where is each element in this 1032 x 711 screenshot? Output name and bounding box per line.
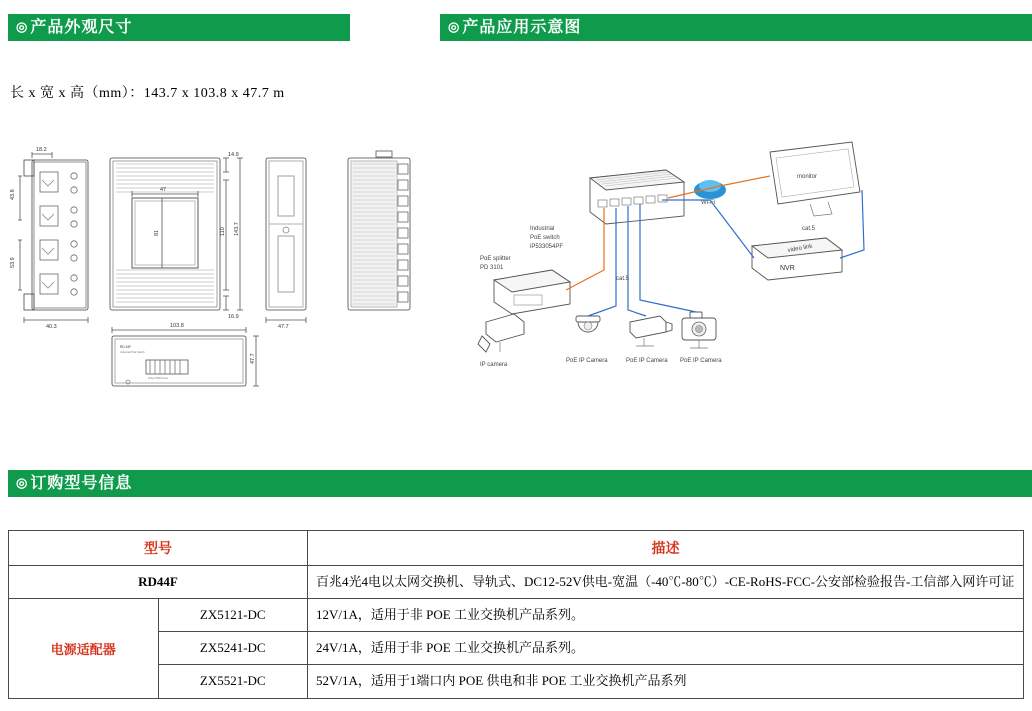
box-camera-illustration (682, 312, 716, 348)
svg-text:47: 47 (160, 187, 167, 193)
ordering-table (8, 530, 1024, 699)
table-row (9, 665, 1024, 698)
cell-group-power-adapter: 电源适配器 (9, 599, 159, 698)
monitor-illustration (770, 142, 860, 216)
section-title-ordering: 订购型号信息 (30, 475, 133, 492)
svg-text:110: 110 (220, 227, 226, 236)
mechanical-drawing (10, 130, 450, 400)
svg-text:14.9: 14.9 (228, 152, 239, 158)
svg-text:143.7: 143.7 (234, 222, 240, 236)
wire-box (640, 204, 696, 312)
svg-text:43.8: 43.8 (10, 189, 16, 200)
label-poe-cam-3: PoE IP Camera (680, 358, 722, 364)
svg-text:Wi-Fi: Wi-Fi (701, 200, 715, 206)
label-splitter-line2: PD 3101 (480, 265, 504, 271)
cell-description-rd44f: 百兆4光4电以太网交换机、导轨式、DC12-52V供电-宽温（-40℃-80℃）-CE-RoHS-FCC-公安部检验报告-工信部入网许可证 (308, 566, 1024, 599)
cell-description-zx5521: 52V/1A，适用于1端口内 POE 供电和非 POE 工业交换机产品系列 (308, 665, 1024, 698)
table-header-row (9, 531, 1024, 566)
cell-model-rd44f: RD44F (9, 566, 308, 599)
bullet-icon: ◎ (16, 475, 29, 490)
svg-text:Power PWR Reset: Power PWR Reset (148, 377, 168, 380)
section-title-application: 产品应用示意图 (462, 19, 582, 36)
label-switch-line1: Industrial (530, 226, 555, 232)
label-poe-cam-2: PoE IP Camera (626, 358, 668, 364)
header-model: 型号 (9, 531, 308, 566)
svg-text:47.7: 47.7 (278, 324, 289, 330)
svg-text:47.7: 47.7 (250, 353, 256, 364)
application-diagram (470, 130, 1020, 400)
bullet-icon: ◎ (448, 19, 461, 34)
label-video-link: video link (787, 243, 813, 254)
dome-camera-illustration (576, 316, 600, 332)
wire-nvr-monitor (840, 190, 864, 258)
table-row (9, 566, 1024, 599)
svg-text:103.8: 103.8 (170, 323, 184, 329)
dimension-summary-text: 长 x 宽 x 高（mm）：143.7 x 103.8 x 47.7 m (10, 86, 285, 101)
section-header-ordering (8, 470, 1032, 497)
cell-model-zx5521: ZX5521-DC (158, 665, 308, 698)
drawing-svg (10, 130, 450, 400)
cell-model-zx5121: ZX5121-DC (158, 599, 308, 632)
svg-text:53.9: 53.9 (10, 257, 16, 268)
section-header-application (440, 14, 1032, 41)
cell-description-zx5241: 24V/1A，适用于非 POE 工业交换机产品系列。 (308, 632, 1024, 665)
poe-splitter-illustration (494, 270, 570, 314)
label-poe-cam-1: PoE IP Camera (566, 358, 608, 364)
label-cat5-a: cat.5 (802, 226, 816, 232)
svg-text:40.3: 40.3 (46, 324, 57, 330)
section-title-dimensions: 产品外观尺寸 (30, 19, 133, 36)
ip-camera-illustration (478, 314, 524, 352)
svg-text:NVR: NVR (780, 265, 795, 272)
cell-description-zx5121: 12V/1A，适用于非 POE 工业交换机产品系列。 (308, 599, 1024, 632)
wire-splitter (566, 208, 604, 290)
label-switch-line2: PoE switch (530, 235, 560, 241)
wire-bullet (628, 206, 646, 316)
table-row (9, 599, 1024, 632)
nvr-illustration (752, 238, 842, 280)
label-splitter-line1: PoE splitter (480, 256, 511, 262)
svg-text:RD 44F: RD 44F (120, 345, 131, 349)
svg-text:Industrial PoE Switch: Industrial PoE Switch (120, 351, 145, 354)
wifi-icon (694, 180, 726, 206)
bullet-icon: ◎ (16, 19, 29, 34)
bullet-camera-illustration (630, 316, 672, 346)
table-row (9, 632, 1024, 665)
wire-dome (588, 208, 616, 316)
application-diagram-svg (470, 130, 1020, 400)
section-header-dimensions (8, 14, 350, 41)
label-switch-line3: iP533054PF (530, 244, 564, 250)
svg-text:18.2: 18.2 (36, 147, 47, 153)
svg-text:81: 81 (154, 229, 160, 236)
label-cat5-b: cat.5 (616, 276, 630, 282)
svg-text:monitor: monitor (797, 174, 818, 180)
svg-text:16.9: 16.9 (228, 314, 239, 320)
header-description: 描述 (308, 531, 1024, 566)
label-ip-camera: IP camera (480, 362, 508, 368)
cell-model-zx5241: ZX5241-DC (158, 632, 308, 665)
